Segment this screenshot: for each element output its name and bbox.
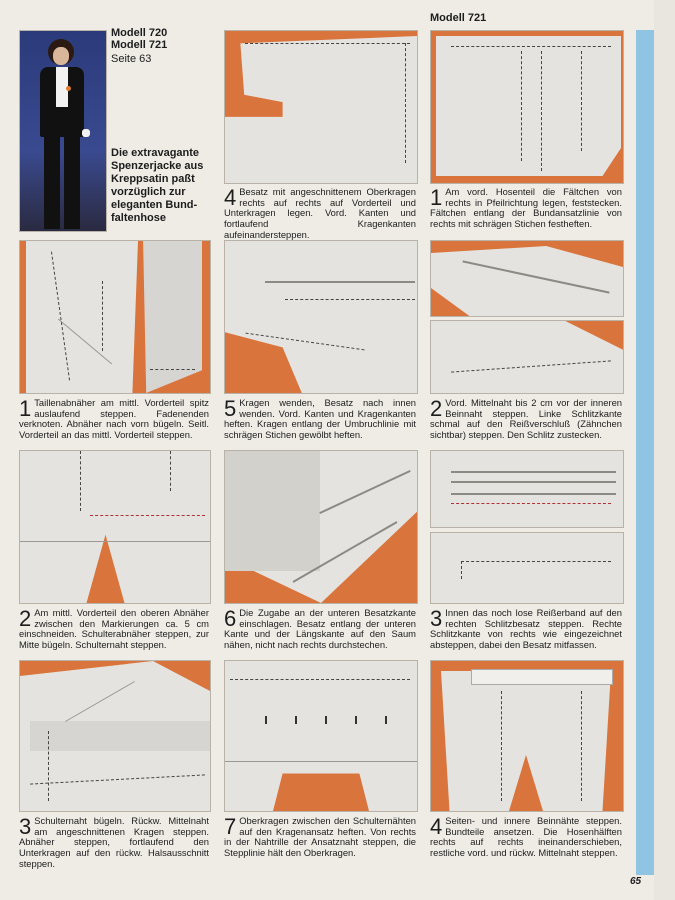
caption-left-3: [19, 816, 209, 870]
photo-right-1: [430, 30, 624, 184]
step-text: Kragen wenden, Besatz nach innen wenden. Vord. Kanten und Kragenkanten heften. Kragen entlang der Umbruchlinie mit schrägen Stichen gewölbt heften.: [224, 397, 416, 441]
photo-right-4: [430, 660, 624, 812]
photo-right-2a: [430, 240, 624, 317]
step-text: Taillenabnäher am mittl. Vorderteil spitz auslaufend steppen. Fadenenden verknoten. Abnäher nach vorn bügeln. Seitl. Vorderteil an das mittl. Vorderteil steppen.: [19, 397, 209, 441]
page-edge: [654, 0, 675, 900]
step-text: Die Zugabe an der unteren Besatzkante einschlagen. Besatz entlang der unteren Kante und der Längskante auf den Saum nähen, nicht nach rechts durchstechen.: [224, 607, 416, 651]
caption-right-2: [430, 398, 622, 441]
photo-mid-7: [224, 660, 418, 812]
step-number: 3: [19, 814, 32, 839]
step-text: Am mittl. Vorderteil den oberen Abnäher zwischen den Markierungen ca. 5 cm einschneiden. Schulterabnäher steppen, zur Mitte bügeln. Schulternaht steppen.: [19, 607, 209, 651]
intro-line: eleganten Bund-: [111, 199, 198, 211]
intro-line: Die extravagante: [111, 147, 200, 159]
step-text: Vord. Mittelnaht bis 2 cm vor der inneren Beinnaht steppen. Linke Schlitzkante schmal auf den Reißverschluß (Zähnchen sichtbar) steppen. Den Schlitz zustecken.: [430, 397, 622, 441]
photo-mid-6: [224, 450, 418, 604]
step-text: Seiten- und innere Beinnähte steppen. Bundteile ansetzen. Die Hosenhälften rechts auf rechts ineinanderschieben, restliche vord. und rückw. Mittelnaht steppen.: [430, 815, 622, 859]
page-number: 65: [630, 876, 642, 887]
caption-mid-7: [224, 816, 416, 859]
step-number: 4: [224, 185, 237, 210]
step-text: Am vord. Hosenteil die Fältchen von rechts in Pfeilrichtung legen, feststecken. Fältchen entlang der Bundansatzlinie von rechts mit schrägen Stichen festheften.: [430, 186, 622, 230]
step-number: 3: [430, 606, 443, 631]
step-text: Oberkragen zwischen den Schulternähten auf den Kragenansatz heften. Von rechts in der Nahtrille der Ansatznaht steppen, die Stepplinie hält den Oberkragen.: [224, 815, 416, 859]
step-number: 1: [430, 185, 443, 210]
photo-right-2b: [430, 320, 624, 394]
step-number: 7: [224, 814, 237, 839]
step-number: 5: [224, 396, 237, 421]
caption-left-2: [19, 608, 209, 651]
step-text: Besatz mit angeschnittenem Oberkragen rechts auf rechts auf Vorderteil und Unterkragen legen. Vord. Kanten und fortlaufend Kragenkanten aufeinandersteppen.: [224, 186, 416, 240]
photo-right-3a: [430, 450, 624, 528]
photo-right-3b: [430, 532, 624, 604]
caption-right-1: [430, 187, 622, 230]
blue-side-strip: [636, 30, 654, 875]
photo-left-1: [19, 240, 211, 394]
step-text: Schulternaht bügeln. Rückw. Mittelnaht am angeschnittenen Kragen steppen. Abnäher steppen, fortlaufend den Unterkragen auf den rückw. Halsausschnitt steppen.: [19, 815, 209, 869]
step-number: 2: [19, 606, 32, 631]
caption-mid-5: [224, 398, 416, 441]
caption-left-1: [19, 398, 209, 441]
step-text: Innen das noch lose Reißerband auf den rechten Schlitzbesatz steppen. Rechte Schlitzkante von rechts wie eingezeichnet absteppen, dabei den Besatz mitfassen.: [430, 607, 622, 651]
step-number: 1: [19, 396, 32, 421]
fashion-photo: [19, 30, 107, 232]
caption-mid-6: [224, 608, 416, 651]
photo-mid-4: [224, 30, 418, 184]
caption-mid-4: [224, 187, 416, 241]
intro-line: vorzüglich zur: [111, 186, 186, 198]
intro-line: Spenzerjacke aus: [111, 160, 204, 172]
caption-right-4: [430, 816, 622, 859]
caption-right-3: [430, 608, 622, 651]
photo-mid-5: [224, 240, 418, 394]
step-number: 2: [430, 396, 443, 421]
step-number: 4: [430, 814, 443, 839]
model-label-721: Modell 721: [111, 39, 168, 51]
photo-left-3: [19, 660, 211, 812]
step-number: 6: [224, 606, 237, 631]
model-label-720: Modell 720: [111, 27, 168, 39]
intro-line: faltenhose: [111, 212, 167, 224]
intro-text: [111, 147, 203, 225]
intro-line: Kreppsatin paßt: [111, 173, 195, 185]
model-721-title: Modell 721: [430, 12, 487, 24]
photo-left-2: [19, 450, 211, 604]
page-reference: Seite 63: [111, 53, 152, 65]
